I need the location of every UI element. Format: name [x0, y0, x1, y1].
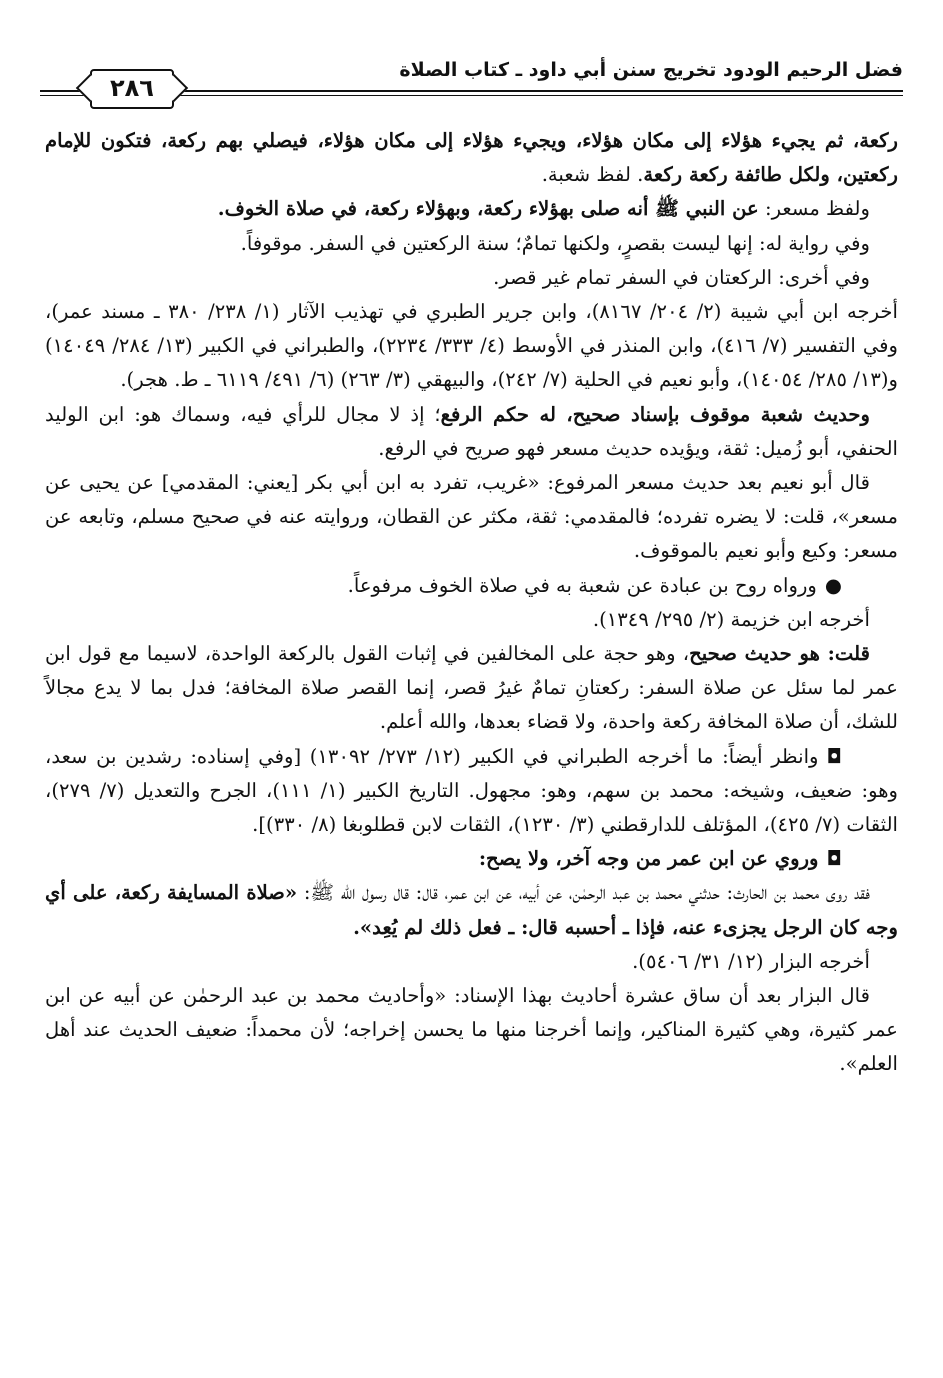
paragraph: فقد روى محمد بن الحارث: حدثني محمد بن عبد الرحمٰن، عن أبيه، عن ابن عمر، قال: قال رسول الله ﷺ: «صلاة المسايفة ركعة، على أي وجه كان الرجل يجزىء عنه، فإذا ـ أحسبه قال: ـ فعل ذلك لم يُعِد». [45, 881, 898, 939]
paragraph: وفي أخرى: الركعتان في السفر تمام غير قصر. [493, 265, 870, 289]
paragraph: ●ورواه روح بن عبادة عن شعبة به في صلاة الخوف مرفوعاً. [45, 569, 898, 603]
page-number: ٢٨٦ [90, 69, 174, 109]
paragraph: أخرجه ابن خزيمة (٢/ ٢٩٥/ ١٣٤٩). [592, 607, 870, 631]
paragraph: ◘وانظر أيضاً: ما أخرجه الطبراني في الكبير (١٢/ ٢٧٣/ ١٣٠٩٢) [وفي إسناده: رشدين بن سعد، وهو: ضعيف، وشيخه: محمد بن سهم، وهو: مجهول. التاريخ الكبير (١/ ١١١)، الجرح والتعديل (٧/ ٢٧٩)، الثقات (٧/ ٤٢٥)، المؤتلف للدارقطني (٣/ ١٢٣٠)، الثقات لابن قطلوبغا (٨/ ٣٣٠)]. [45, 740, 898, 843]
paragraph: أخرجه ابن أبي شيبة (٢/ ٢٠٤/ ٨١٦٧)، وابن جرير الطبري في تهذيب الآثار (١/ ٢٣٨/ ٣٨٠ ـ مسند عمر)، وفي التفسير (٧/ ٤١٦)، وابن المنذر في الأوسط (٤/ ٣٣٣/ ٢٢٣٤)، والطبراني في الكبير (١٣/ ٢٨٤/ ١٤٠٤٩) و(١٣/ ٢٨٥/ ١٤٠٥٤)، وأبو نعيم في الحلية (٧/ ٢٤٢)، والبيهقي (٣/ ٢٦٣) (٦/ ٤٩١/ ٦١١٩ ـ ط. هجر). [45, 300, 898, 392]
paragraph: أخرجه البزار (١٢/ ٣١/ ٥٤٠٦). [632, 949, 870, 973]
page-body [45, 124, 898, 1082]
bullet-icon: ● [824, 573, 842, 597]
paragraph: قال أبو نعيم بعد حديث مسعر المرفوع: «غريب، تفرد به ابن أبي بكر [يعني: المقدمي] عن يحيى عن مسعر»، قلت: لا يضره تفرده؛ فالمقدمي: ثقة، مكثر عن القطان، وروايته عنه في صحيح مسلم، وتابعه عن مسعر: وكيع وأبو نعيم بالموقوف. [45, 471, 898, 563]
paragraph: قال البزار بعد أن ساق عشرة أحاديث بهذا الإسناد: «وأحاديث محمد بن عبد الرحمٰن عن أبيه عن ابن عمر كثيرة، وهي كثيرة المناكير، وإنما أخرجنا منها ما يحسن إخراجه؛ لأن محمداً: ضعيف الحديث عند أهل العلم». [45, 984, 898, 1076]
bullet-icon: ◘ [826, 847, 842, 871]
paragraph: ◘وروي عن ابن عمر من وجه آخر، ولا يصح: [45, 842, 898, 876]
paragraph: ولفظ مسعر: عن النبي ﷺ أنه صلى بهؤلاء ركعة، وبهؤلاء ركعة، في صلاة الخوف. [217, 197, 870, 221]
bullet-icon: ◘ [826, 744, 842, 768]
paragraph: وحديث شعبة موقوف بإسناد صحيح، له حكم الرفع؛ إذ لا مجال للرأي فيه، وسماك هو: ابن الوليد الحنفي، أبو زُميل: ثقة، ويؤيده حديث مسعر فهو صريح في الرفع. [45, 402, 898, 460]
paragraph: ركعة، ثم يجيء هؤلاء إلى مكان هؤلاء، ويجيء هؤلاء إلى مكان هؤلاء، فيصلي بهم ركعة، فتكون للإمام ركعتين، ولكل طائفة ركعة ركعة. لفظ شعبة. [45, 129, 898, 187]
running-title: فضل الرحيم الودود تخريج سنن أبي داود ـ كتاب الصلاة [399, 59, 903, 81]
page-header [40, 55, 903, 105]
paragraph: قلت: هو حديث صحيح، وهو حجة على المخالفين في إثبات القول بالركعة الواحدة، لاسيما مع قول ابن عمر لما سئل عن صلاة السفر: ركعتانِ تمامٌ غيرُ قصر، إنما القصر صلاة المخافة؛ فدل بما لا يدع مجالاً للشك، أن صلاة المخافة ركعة واحدة، ولا قضاء بعدها، والله أعلم. [45, 642, 898, 734]
paragraph: وفي رواية له: إنها ليست بقصرٍ، ولكنها تمامٌ؛ سنة الركعتين في السفر. موقوفاً. [240, 231, 870, 255]
